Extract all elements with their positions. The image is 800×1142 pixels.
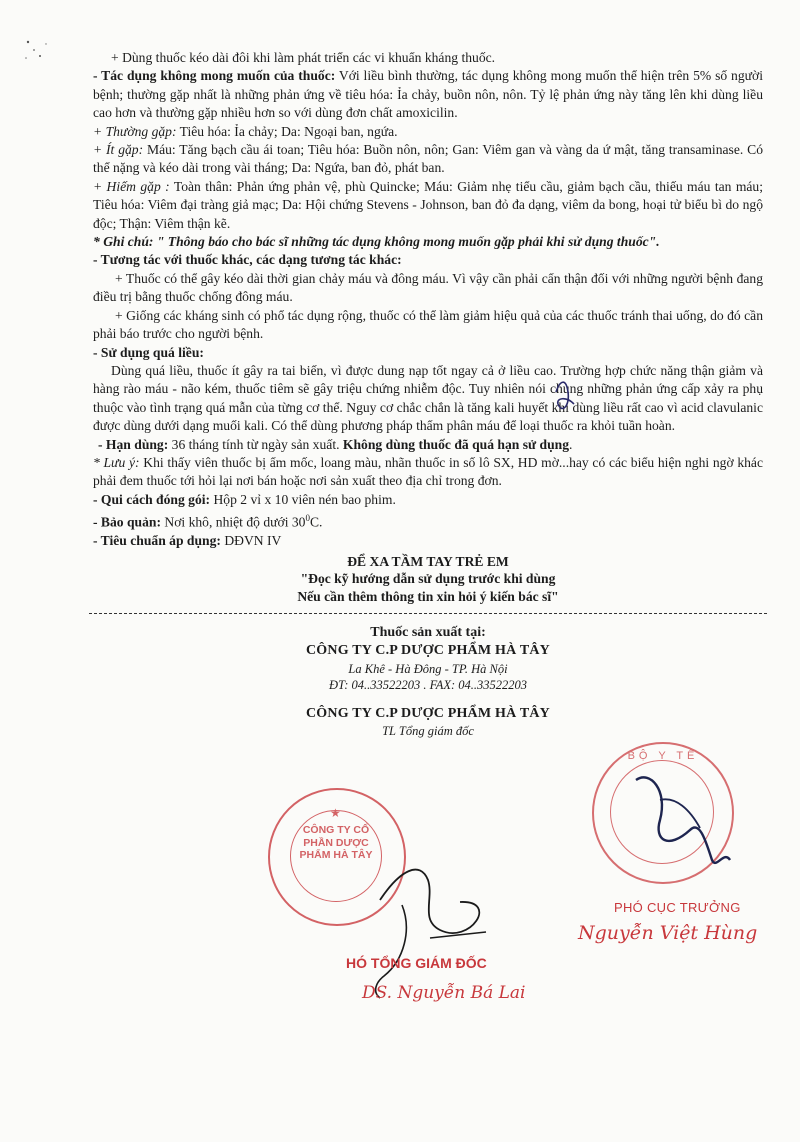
official-signature-name: Nguyễn Việt Hùng bbox=[578, 922, 758, 944]
warning-block bbox=[93, 553, 763, 606]
company-name: CÔNG TY C.P DƯỢC PHẨM HÀ TÂY bbox=[306, 643, 550, 659]
dashed-divider bbox=[89, 613, 767, 614]
ministry-stamp-text: BỘ Y TẾ bbox=[627, 750, 699, 762]
uncommon-effects bbox=[93, 141, 763, 178]
adverse-effects-text: Với liều bình thường, tác dụng không mong muốn thể hiện trên 5% số người bệnh; thường gặp nhất là những phản ứng về tiêu hóa: Ỉa chảy, buồn nôn, nôn. Tỷ lệ phản ứng này tăng lên khi dùng liều cao hơn và thường gặp nhiều hơn so với dùng đơn chất amoxicilin. bbox=[93, 68, 763, 121]
expiry-warning: Không dùng thuốc đã quá hạn sử dụng bbox=[342, 436, 570, 452]
storage-text: Nơi khô, nhiệt độ dưới 30 bbox=[161, 514, 306, 530]
stamp-star-icon: ★ bbox=[330, 806, 341, 820]
caution bbox=[93, 454, 763, 491]
adverse-effects-paragraph bbox=[93, 67, 763, 122]
caution-text: Khi thấy viên thuốc bị ẩm mốc, loang màu, nhãn thuốc in số lô SX, HD mờ...hay có các biểu hiện nghi ngờ khác phải đem thuốc tới hỏi lại nơi bán hoặc nơi sản xuất theo địa chỉ trong đơn. bbox=[93, 454, 763, 489]
expiry-text: 36 tháng tính từ ngày sản xuất. bbox=[168, 436, 343, 452]
storage-end: C. bbox=[309, 514, 323, 530]
interaction-heading: - Tương tác với thuốc khác, các dạng tương tác khác: bbox=[93, 252, 402, 268]
signer-role: TL Tổng giám đốc bbox=[382, 724, 474, 739]
manufacturer-block bbox=[93, 624, 763, 739]
signer-name: DS. Nguyễn Bá Lai bbox=[362, 983, 526, 1003]
expiry bbox=[93, 436, 763, 454]
company-name-signature: CÔNG TY C.P DƯỢC PHẨM HÀ TÂY bbox=[306, 705, 550, 721]
interaction-bleeding: + Thuốc có thể gây kéo dài thời gian chảy máu và đông máu. Vì vậy cần phải cẩn thận đối với những người bệnh đang điều trị bằng thuốc chống đông máu. bbox=[93, 270, 763, 305]
expiry-label: - Hạn dùng: bbox=[98, 436, 169, 452]
packaging-text: Hộp 2 vỉ x 10 viên nén bao phim. bbox=[210, 491, 396, 507]
adverse-effects-label: - Tác dụng không mong muốn của thuốc: bbox=[93, 68, 336, 84]
common-label: + Thường gặp: bbox=[93, 123, 177, 139]
standard bbox=[93, 532, 763, 550]
read-guide-warning: "Đọc kỹ hướng dẫn sử dụng trước khi dùng bbox=[300, 571, 556, 586]
overdose-text: Dùng quá liều, thuốc ít gây ra tai biến, vì được dung nạp tốt ngay cả ở liều cao. Trường hợp chức năng thận giảm và hàng rào máu - não kém, thuốc tiêm sẽ gây triệu chứng nhiễm độc. Tuy nhiên nói chung những phản ứng cấp xảy ra phụ thuộc vào tình trạng quá mẫn của từng cơ thể. Nguy cơ chắc chắn là tăng kali huyết khi dùng liều rất cao vì acid clavulanic được dùng dưới dạng muối kali. Có thể dùng phương pháp thẩm phân máu để loại thuốc ra khỏi tuần hoàn. bbox=[93, 362, 763, 434]
common-effects bbox=[93, 123, 763, 141]
packaging bbox=[93, 491, 763, 509]
uncommon-text: Máu: Tăng bạch cầu ái toan; Tiêu hóa: Buồn nôn, nôn; Gan: Viêm gan và vàng da ứ mật, tăng transaminase. Có thể nặng và kéo dài trong vài tháng; Da: Ngứa, ban đỏ, phát ban. bbox=[93, 142, 763, 176]
storage-label: - Bảo quản: bbox=[93, 514, 161, 530]
resistance-note: + Dùng thuốc kéo dài đôi khi làm phát triển các vi khuẩn kháng thuốc. bbox=[111, 50, 496, 65]
ministry-stamp-inner-ring bbox=[610, 760, 714, 864]
rare-text: Toàn thân: Phản ứng phản vệ, phù Quincke; Máu: Giảm nhẹ tiểu cầu, giảm bạch cầu, thiếu máu tan máu; Tiêu hóa: Viêm đại tràng giả mạc; Da: Hội chứng Stevens - Johnson, ban đỏ đa dạng, viêm da bong, hoại tử biểu bì do ngộ độc; Thận: Viêm thận kẽ. bbox=[93, 178, 763, 231]
expiry-end: . bbox=[569, 436, 573, 452]
common-text: Tiêu hóa: Ỉa chảy; Da: Ngoại ban, ngứa. bbox=[176, 123, 398, 139]
storage bbox=[93, 509, 763, 532]
signer-title: HÓ TỔNG GIÁM ĐỐC bbox=[346, 955, 487, 971]
official-title: PHÓ CỤC TRƯỞNG bbox=[614, 900, 741, 915]
company-phone-fax: ĐT: 04..33522203 . FAX: 04..33522203 bbox=[328, 677, 528, 692]
ministry-stamp bbox=[592, 742, 734, 884]
uncommon-label: + Ít gặp: bbox=[93, 142, 144, 158]
consult-doctor-warning: Nếu cần thêm thông tin xin hỏi ý kiến bác sĩ" bbox=[297, 588, 559, 604]
leaflet-body bbox=[93, 49, 763, 739]
made-at-label: Thuốc sản xuất tại: bbox=[370, 625, 486, 640]
storage-degree: 0 bbox=[305, 513, 310, 524]
overdose-heading: - Sử dụng quá liều: bbox=[93, 344, 204, 360]
rare-label: + Hiếm gặp : bbox=[93, 178, 170, 194]
doctor-note: * Ghi chú: " Thông báo cho bác sĩ những tác dụng không mong muốn gặp phải khi sử dụng thuốc". bbox=[93, 234, 660, 250]
keep-away-warning: ĐỂ XA TẦM TAY TRẺ EM bbox=[347, 553, 509, 569]
standard-label: - Tiêu chuẩn áp dụng: bbox=[93, 533, 221, 549]
company-stamp bbox=[268, 788, 406, 926]
standard-text: DĐVN IV bbox=[220, 533, 282, 549]
company-stamp-text: CÔNG TY CỔ PHẦN DƯỢC PHẨM HÀ TÂY bbox=[299, 824, 373, 861]
company-address: La Khê - Hà Đông - TP. Hà Nội bbox=[348, 661, 508, 676]
interaction-contraceptive: + Giống các kháng sinh có phổ tác dụng rộng, thuốc có thể làm giảm hiệu quả của các thuốc tránh thai uống, do đó cần phải báo trước cho người bệnh. bbox=[93, 307, 763, 342]
packaging-label: - Qui cách đóng gói: bbox=[93, 491, 211, 507]
rare-effects bbox=[93, 178, 763, 233]
caution-label: * Lưu ý: bbox=[93, 454, 140, 470]
